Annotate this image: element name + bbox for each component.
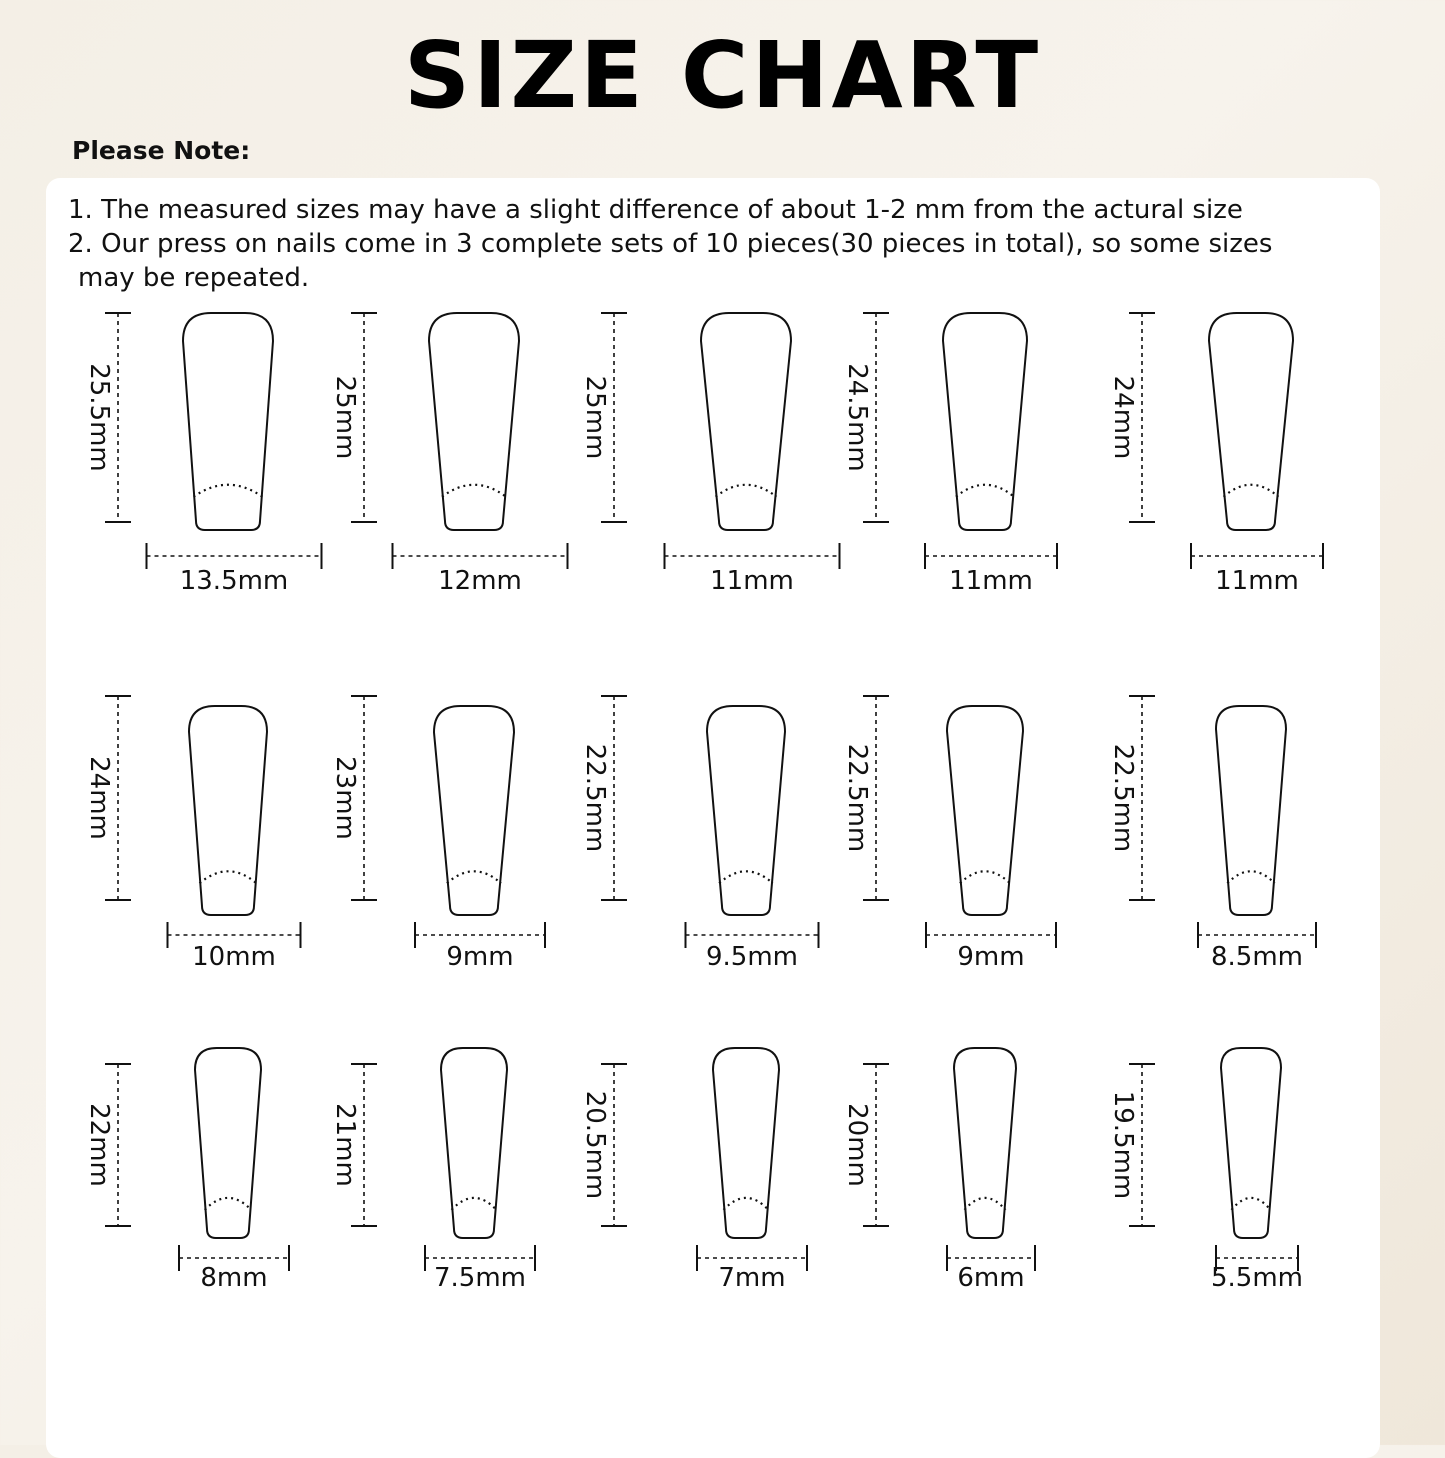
width-label: 7mm (718, 1263, 786, 1293)
width-label: 13.5mm (179, 566, 289, 596)
width-label: 10mm (192, 942, 276, 972)
nail-shape (1221, 1048, 1281, 1238)
note-2: 2. Our press on nails come in 3 complete sets of 10 pieces(30 pieces in total), so some sizes (68, 229, 1273, 259)
length-label: 25mm (330, 375, 360, 460)
length-label: 24.5mm (842, 363, 872, 472)
length-label: 22mm (84, 1103, 114, 1187)
nail-shape (183, 313, 273, 530)
length-label: 25mm (580, 375, 610, 460)
nail-shape (1209, 313, 1293, 530)
width-label: 5.5mm (1210, 1263, 1304, 1293)
length-label: 22.5mm (842, 743, 872, 853)
width-label: 8mm (200, 1263, 268, 1293)
width-label: 8.5mm (1210, 942, 1304, 972)
width-label: 6mm (957, 1263, 1025, 1293)
width-label: 9mm (957, 942, 1025, 972)
width-label: 11mm (1215, 566, 1299, 596)
nail-shape (947, 706, 1023, 915)
width-label: 9.5mm (705, 942, 799, 972)
length-label: 19.5mm (1108, 1090, 1138, 1200)
note-2-continued: may be repeated. (78, 263, 310, 293)
width-label: 7.5mm (433, 1263, 527, 1293)
width-label: 11mm (710, 566, 794, 596)
nail-shape (707, 706, 785, 915)
length-label: 23mm (330, 756, 360, 840)
nail-shape (1216, 706, 1286, 915)
width-label: 11mm (949, 566, 1033, 596)
length-label: 21mm (330, 1103, 360, 1187)
nail-shape (954, 1048, 1016, 1238)
length-label: 20.5mm (580, 1090, 610, 1200)
note-label: Please Note: (72, 136, 251, 165)
nail-shape (441, 1048, 507, 1238)
length-label: 22.5mm (580, 743, 610, 853)
length-label: 20mm (842, 1103, 872, 1187)
nail-shape (701, 313, 791, 530)
nail-shape (434, 706, 514, 915)
width-label: 12mm (438, 566, 522, 596)
length-label: 24mm (1108, 375, 1138, 460)
page-title: SIZE CHART (403, 22, 1042, 129)
length-label: 24mm (84, 756, 114, 840)
length-label: 25.5mm (84, 363, 114, 472)
note-1: 1. The measured sizes may have a slight difference of about 1-2 mm from the actural size (68, 195, 1243, 225)
nail-shape (713, 1048, 779, 1238)
length-label: 22.5mm (1108, 743, 1138, 853)
width-label: 9mm (446, 942, 514, 972)
nail-shape (943, 313, 1027, 530)
